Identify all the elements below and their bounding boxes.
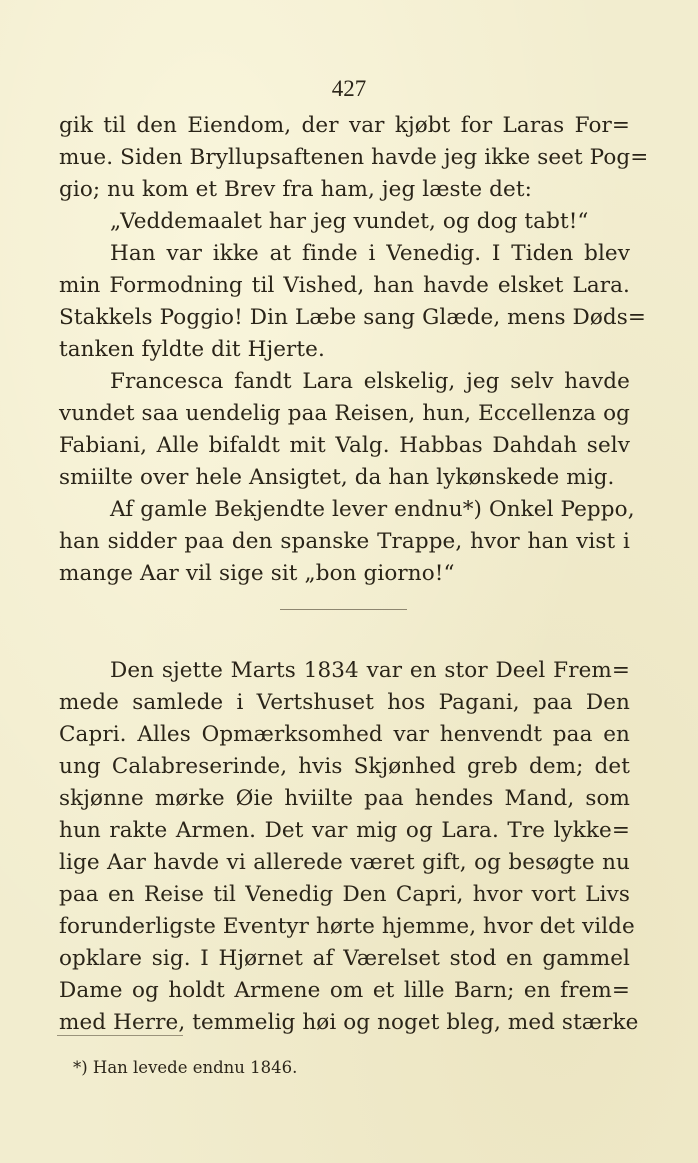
text-line: skjønne mørke Øie hviilte paa hendes Mand, som: [59, 786, 630, 811]
text-line: Dame og holdt Armene om et lille Barn; en frem=: [59, 978, 630, 1003]
text-line: med Herre, temmelig høi og noget bleg, med stærke: [59, 1010, 639, 1035]
text-line: smiilte over hele Ansigtet, da han lykønskede mig.: [59, 465, 615, 490]
text-line: gio; nu kom et Brev fra ham, jeg læste det:: [59, 177, 532, 202]
footnote: *) Han levede endnu 1846.: [73, 1058, 298, 1077]
text-line: Den sjette Marts 1834 var en stor Deel Frem=: [110, 658, 630, 683]
text-line: mange Aar vil sige sit „bon giorno!“: [59, 561, 455, 586]
text-line: han sidder paa den spanske Trappe, hvor han vist i: [59, 529, 630, 554]
text-line: lige Aar havde vi allerede været gift, og besøgte nu: [59, 850, 630, 875]
text-line-with-footnote-ref: Af gamle Bekjendte lever endnu*) Onkel Peppo,: [110, 497, 635, 522]
text-line: vundet saa uendelig paa Reisen, hun, Eccellenza og: [59, 401, 630, 426]
footnote-divider: [57, 1035, 183, 1036]
text-line: min Formodning til Vished, han havde elsket Lara.: [59, 273, 630, 298]
text-line: mue. Siden Bryllupsaftenen havde jeg ikke seet Pog=: [59, 145, 649, 170]
text-line: Francesca fandt Lara elskelig, jeg selv havde: [110, 369, 630, 394]
text-line: forunderligste Eventyr hørte hjemme, hvor det vilde: [59, 914, 635, 939]
text-line: opklare sig. I Hjørnet af Værelset stod en gammel: [59, 946, 630, 971]
paragraph-block-2: [59, 655, 639, 1039]
section-divider: [280, 609, 407, 610]
page-number: 427: [331, 76, 367, 101]
text-line: Fabiani, Alle bifaldt mit Valg. Habbas Dahdah selv: [59, 433, 630, 458]
text-line: Stakkels Poggio! Din Læbe sang Glæde, mens Døds=: [59, 305, 647, 330]
text-line: ung Calabreserinde, hvis Skjønhed greb dem; det: [59, 754, 630, 779]
text-line: hun rakte Armen. Det var mig og Lara. Tre lykke=: [59, 818, 630, 843]
text-line: gik til den Eiendom, der var kjøbt for Laras For=: [59, 113, 630, 138]
text-line: paa en Reise til Venedig Den Capri, hvor vort Livs: [59, 882, 630, 907]
text-line: tanken fyldte dit Hjerte.: [59, 337, 325, 362]
paragraph-block-1: [59, 110, 649, 590]
text-line: Capri. Alles Opmærksomhed var henvendt paa en: [59, 722, 630, 747]
text-line: mede samlede i Vertshuset hos Pagani, paa Den: [59, 690, 630, 715]
text-line: Han var ikke at finde i Venedig. I Tiden blev: [110, 241, 630, 266]
quoted-line: „Veddemaalet har jeg vundet, og dog tabt!“: [110, 209, 589, 234]
